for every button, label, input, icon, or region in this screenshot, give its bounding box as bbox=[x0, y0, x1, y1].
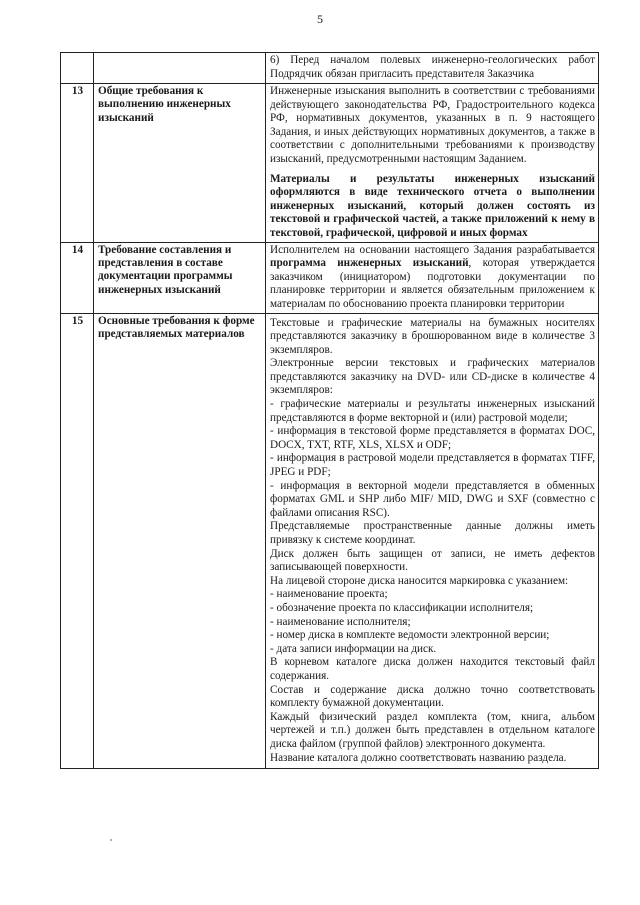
paragraph: Электронные версии текстовых и графических материалов представляются заказчику на DVD- или CD-диске в количестве 4 экземпляров: bbox=[270, 357, 595, 397]
row-number: 15 bbox=[61, 313, 94, 769]
paragraph: Инженерные изыскания выполнить в соответствии с требованиями действующего законодательства РФ, Градостроительного кодекса РФ, нормативных документов, указанных в п. 9 настоящего Задания, и иных действующих нормативных документов, а также в соответствии с дополнительными требованиями к производству изысканий, предусмотренными настоящим Заданием. bbox=[270, 85, 595, 165]
row-content bbox=[266, 242, 599, 313]
text-segment-bold: программа инженерных изысканий bbox=[270, 257, 469, 270]
paragraph: Каждый физический раздел комплекта (том, книга, альбом чертежей и т.п.) должен быть представлен в отдельном каталоге диска файлом (группой файлов) электронного документа. bbox=[270, 710, 595, 750]
paragraph: Текстовые и графические материалы на бумажных носителях представляются заказчику в брошюрованном виде в количестве 3 экземпляров. bbox=[270, 316, 595, 356]
paragraph-bold: Материалы и результаты инженерных изысканий оформляются в виде технического отчета о выполнении инженерных изысканий, который должен состоять из текстовой и графической частей, а также приложений к нему в текстовой, графической, цифровой и иных формах bbox=[270, 172, 595, 239]
paragraph: Название каталога должно соответствовать названию раздела. bbox=[270, 751, 567, 764]
text-segment: , которая утверждается заказчиком (инициатором) подготовки документации по планировке территории и является обязательным приложением к материалам по обоснованию проекта планировки территории bbox=[270, 257, 595, 310]
paragraph: В корневом каталоге диска должен находится текстовый файл содержания. bbox=[270, 656, 595, 682]
row-number: 13 bbox=[61, 84, 94, 243]
table-row bbox=[61, 53, 599, 84]
row-content bbox=[266, 53, 599, 84]
row-content bbox=[266, 84, 599, 243]
list-item: - информация в текстовой форме представляется в форматах DOC, DOCX, TXT, RTF, XLS, XLSX и ODF; bbox=[270, 425, 595, 451]
paragraph: На лицевой стороне диска наносится маркировка с указанием: bbox=[270, 574, 569, 587]
page-number: 5 bbox=[317, 12, 323, 26]
row-content bbox=[266, 313, 599, 769]
list-item: - обозначение проекта по классификации исполнителя; bbox=[270, 601, 534, 614]
list-item: - графические материалы и результаты инженерных изысканий представляются в форме векторной и (или) растровой модели; bbox=[270, 398, 595, 424]
row-number: 14 bbox=[61, 242, 94, 313]
table-row bbox=[61, 242, 599, 313]
paragraph: Представляемые пространственные данные должны иметь привязку к системе координат. bbox=[270, 520, 595, 546]
row-title: Основные требования к форме представляемых материалов bbox=[94, 313, 266, 769]
list-item: - номер диска в комплекте ведомости электронной версии; bbox=[270, 629, 550, 642]
paragraph: Состав и содержание диска должно точно соответствовать комплекту бумажной документации. bbox=[270, 683, 595, 710]
list-item: - информация в растровой модели представляется в форматах TIFF, JPEG и PDF; bbox=[270, 452, 595, 479]
text-segment: Исполнителем на основании настоящего Задания разрабатывается bbox=[270, 243, 595, 256]
list-item: - наименование проекта; bbox=[270, 588, 388, 601]
paragraph: Диск должен быть защищен от записи, не иметь дефектов записывающей поверхности. bbox=[270, 547, 595, 574]
paragraph bbox=[270, 244, 595, 312]
table-row bbox=[61, 313, 599, 769]
list-item: - дата записи информации на диск. bbox=[270, 642, 437, 655]
row-title: Общие требования к выполнению инженерных изысканий bbox=[94, 84, 266, 243]
row-title bbox=[94, 53, 266, 84]
requirements-table bbox=[60, 52, 599, 769]
row-title: Требование составления и представления в составе документации программы инженерных изысканий bbox=[94, 242, 266, 313]
table-row bbox=[61, 84, 599, 243]
paragraph: 6) Перед началом полевых инженерно-геологических работ Подрядчик обязан пригласить представителя Заказчика bbox=[270, 54, 595, 80]
row-number bbox=[61, 53, 94, 84]
scan-speck bbox=[110, 839, 112, 841]
list-item: - наименование исполнителя; bbox=[270, 615, 411, 628]
list-item: - информация в векторной модели представляется в обменных форматах GML и SHP либо MIF/ MID, DWG и SXF (совместно с файлами описания RSC). bbox=[270, 479, 595, 519]
